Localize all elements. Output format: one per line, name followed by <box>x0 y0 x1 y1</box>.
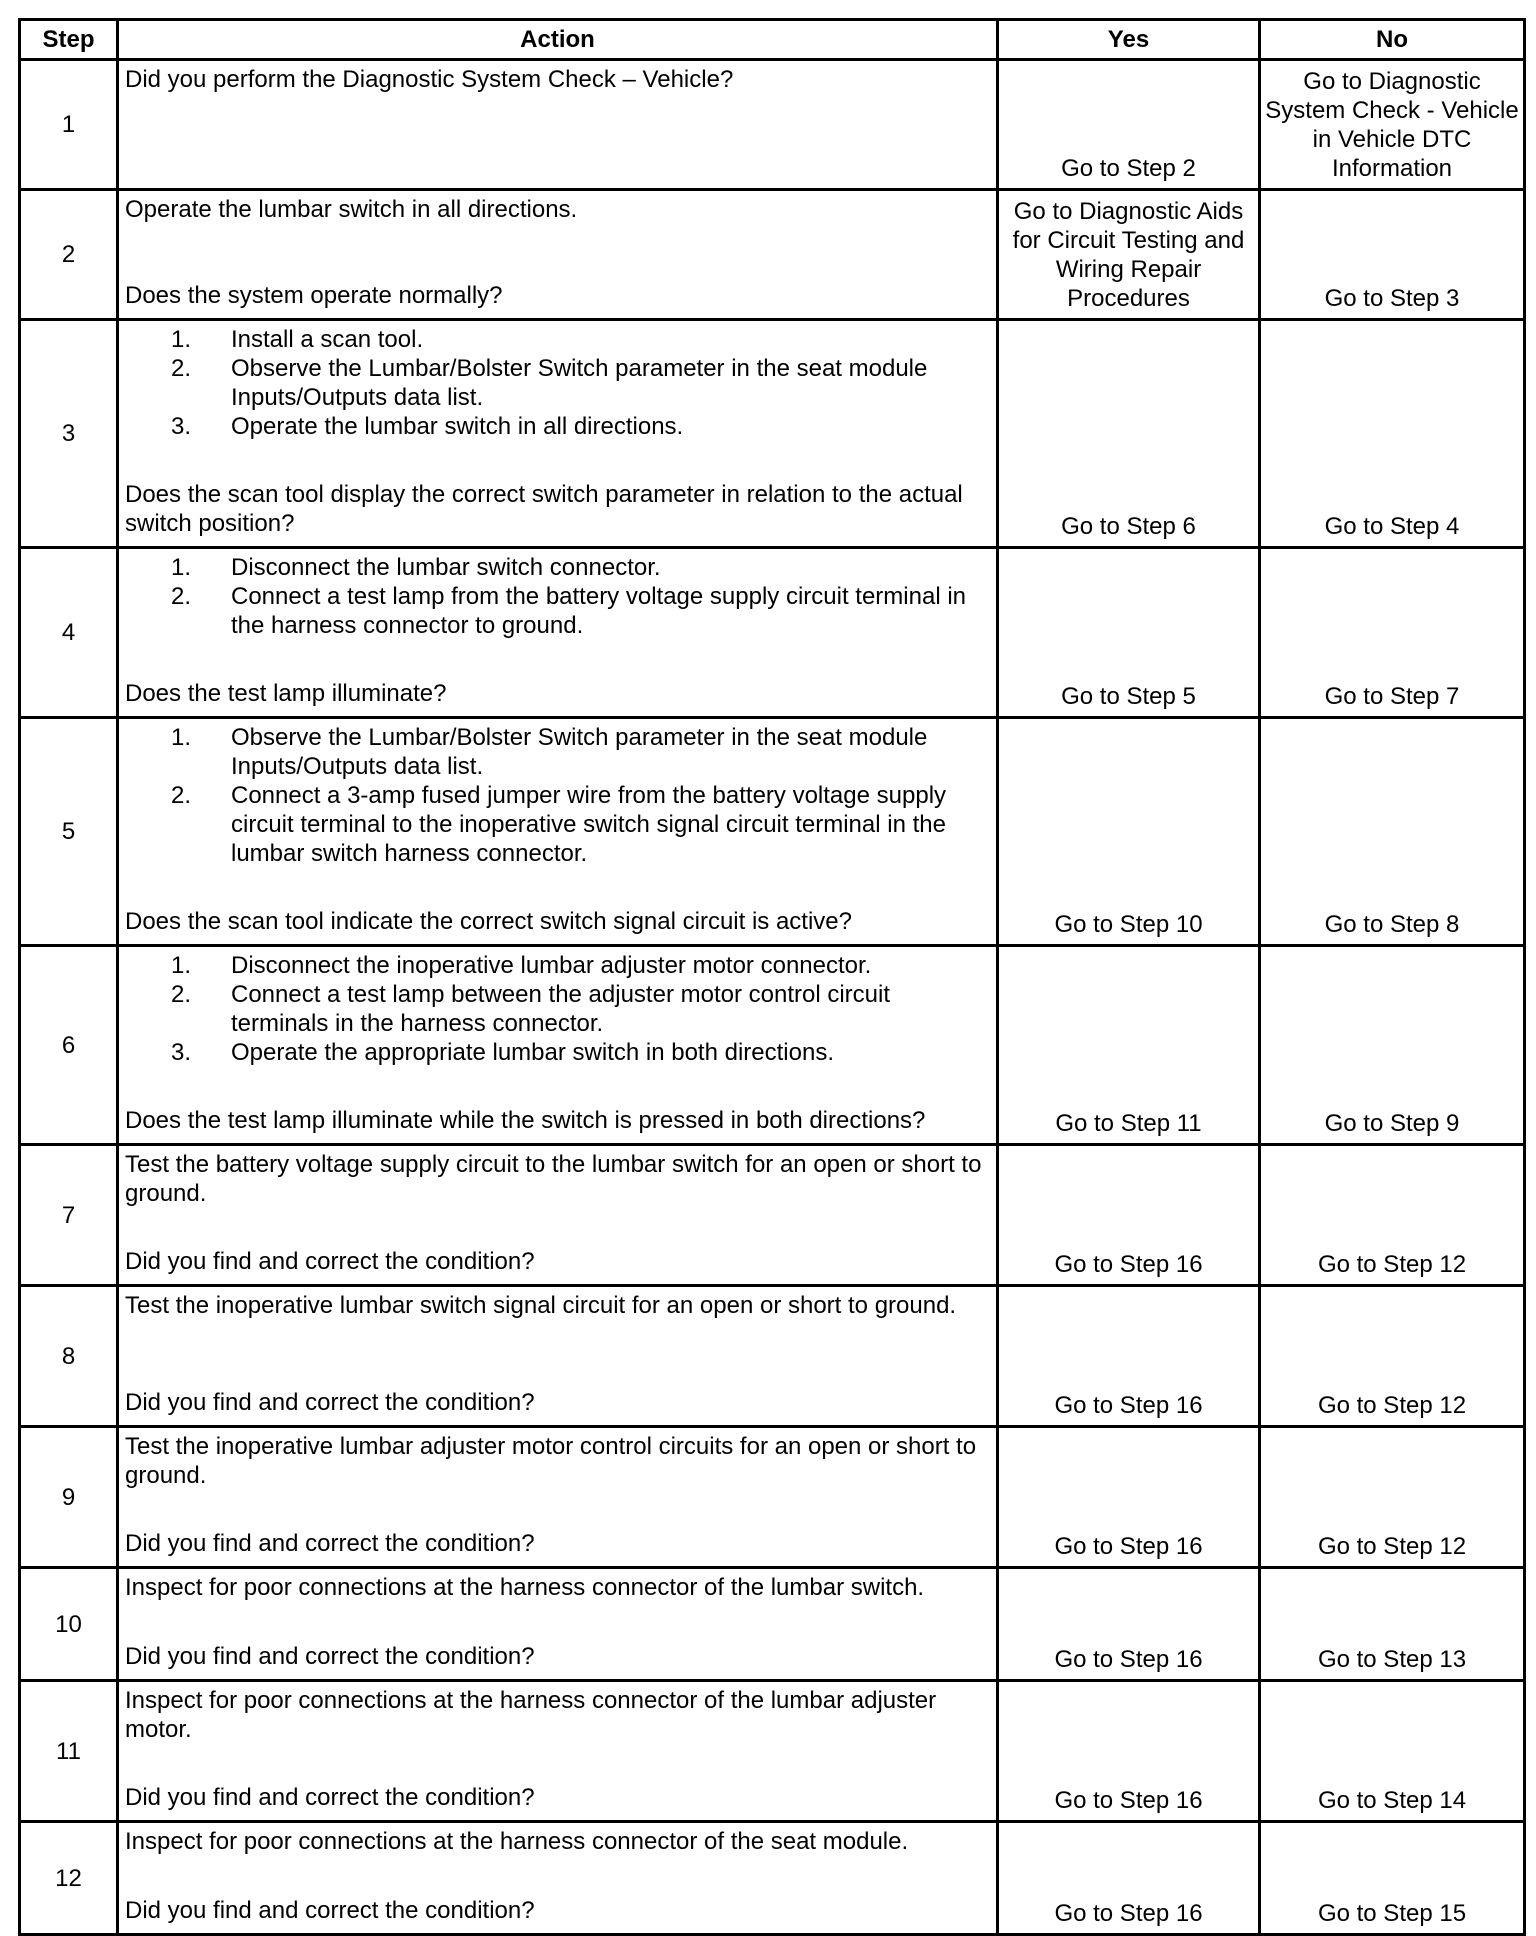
action-cell <box>118 190 998 320</box>
action-step-number: 1. <box>171 554 192 581</box>
action-text: Operate the lumbar switch in all directions. <box>125 196 578 223</box>
action-question: Does the scan tool display the correct switch parameter in relation to the actual switch position? <box>125 481 963 537</box>
no-result: Go to Step 4 <box>1260 320 1525 548</box>
action-cell <box>118 1568 998 1681</box>
action-instructions <box>125 195 992 224</box>
action-instructions <box>125 723 992 868</box>
no-result: Go to Step 7 <box>1260 548 1525 718</box>
yes-result: Go to Step 10 <box>998 718 1260 946</box>
yes-result: Go to Step 5 <box>998 548 1260 718</box>
step-number: 11 <box>20 1681 118 1822</box>
action-cell <box>118 1427 998 1568</box>
table-row <box>20 60 1525 190</box>
action-instructions <box>125 1150 992 1208</box>
no-result: Go to Step 8 <box>1260 718 1525 946</box>
action-question: Did you find and correct the condition? <box>125 1643 535 1670</box>
table-row <box>20 1822 1525 1935</box>
no-result: Go to Diagnostic System Check - Vehicle in Vehicle DTC Information <box>1260 60 1525 190</box>
header-no: No <box>1260 20 1525 60</box>
step-number: 2 <box>20 190 118 320</box>
action-step-text: Disconnect the lumbar switch connector. <box>231 554 661 581</box>
action-question: Did you find and correct the condition? <box>125 1784 535 1811</box>
yes-result: Go to Step 11 <box>998 946 1260 1145</box>
action-step-number: 3. <box>171 413 192 440</box>
action-steps-list <box>125 553 992 640</box>
action-question: Did you find and correct the condition? <box>125 1389 535 1416</box>
header-action: Action <box>118 20 998 60</box>
action-text: Did you perform the Diagnostic System Check – Vehicle? <box>125 66 734 93</box>
action-cell <box>118 946 998 1145</box>
step-number: 4 <box>20 548 118 718</box>
no-result: Go to Step 12 <box>1260 1286 1525 1427</box>
action-step-item <box>125 412 992 441</box>
table-row <box>20 1568 1525 1681</box>
no-result: Go to Step 12 <box>1260 1145 1525 1286</box>
header-row <box>20 20 1525 60</box>
action-question: Does the system operate normally? <box>125 282 503 309</box>
action-instructions <box>125 1291 992 1320</box>
action-step-text: Install a scan tool. <box>231 326 424 353</box>
action-step-item <box>125 723 992 781</box>
diagnostic-table-container <box>18 18 1526 1936</box>
table-row <box>20 1145 1525 1286</box>
step-number: 3 <box>20 320 118 548</box>
action-step-number: 1. <box>171 326 192 353</box>
action-cell <box>118 1145 998 1286</box>
step-number: 1 <box>20 60 118 190</box>
yes-result: Go to Step 2 <box>998 60 1260 190</box>
yes-result: Go to Step 16 <box>998 1427 1260 1568</box>
action-step-item <box>125 980 992 1038</box>
action-content <box>125 1686 992 1812</box>
action-step-number: 2. <box>171 583 192 610</box>
header-yes: Yes <box>998 20 1260 60</box>
no-result: Go to Step 13 <box>1260 1568 1525 1681</box>
action-question: Does the test lamp illuminate while the switch is pressed in both directions? <box>125 1107 926 1134</box>
action-steps-list <box>125 723 992 868</box>
action-step-item <box>125 1038 992 1067</box>
action-content <box>125 1827 992 1925</box>
action-step-number: 2. <box>171 782 192 809</box>
action-content <box>125 553 992 708</box>
action-step-number: 2. <box>171 355 192 382</box>
action-instructions <box>125 1686 992 1744</box>
action-question: Does the scan tool indicate the correct switch signal circuit is active? <box>125 908 852 935</box>
no-result: Go to Step 12 <box>1260 1427 1525 1568</box>
action-content <box>125 1291 992 1417</box>
action-content <box>125 325 992 538</box>
table-row <box>20 1427 1525 1568</box>
table-row <box>20 190 1525 320</box>
table-row <box>20 1681 1525 1822</box>
step-number: 9 <box>20 1427 118 1568</box>
action-step-item <box>125 553 992 582</box>
action-question: Did you find and correct the condition? <box>125 1530 535 1557</box>
yes-result: Go to Step 16 <box>998 1568 1260 1681</box>
step-number: 6 <box>20 946 118 1145</box>
action-text: Inspect for poor connections at the harness connector of the lumbar switch. <box>125 1574 925 1601</box>
action-cell <box>118 548 998 718</box>
step-number: 10 <box>20 1568 118 1681</box>
action-step-item <box>125 325 992 354</box>
action-step-text: Connect a test lamp between the adjuster motor control circuit terminals in the harness connector. <box>231 981 890 1037</box>
action-text: Inspect for poor connections at the harness connector of the seat module. <box>125 1828 909 1855</box>
action-question: Does the test lamp illuminate? <box>125 680 447 707</box>
step-number: 12 <box>20 1822 118 1935</box>
action-instructions <box>125 951 992 1067</box>
diagnostic-table <box>18 18 1526 1936</box>
no-result: Go to Step 14 <box>1260 1681 1525 1822</box>
action-question: Did you find and correct the condition? <box>125 1897 535 1924</box>
header-step: Step <box>20 20 118 60</box>
no-result: Go to Step 15 <box>1260 1822 1525 1935</box>
action-step-text: Disconnect the inoperative lumbar adjuster motor connector. <box>231 952 872 979</box>
no-result: Go to Step 3 <box>1260 190 1525 320</box>
step-number: 7 <box>20 1145 118 1286</box>
action-content <box>125 195 992 310</box>
action-step-item <box>125 951 992 980</box>
action-cell <box>118 1286 998 1427</box>
action-cell <box>118 60 998 190</box>
action-steps-list <box>125 951 992 1067</box>
step-number: 5 <box>20 718 118 946</box>
action-content <box>125 1150 992 1276</box>
table-row <box>20 548 1525 718</box>
action-content <box>125 65 992 180</box>
action-instructions <box>125 325 992 441</box>
action-step-item <box>125 781 992 868</box>
yes-result: Go to Step 6 <box>998 320 1260 548</box>
no-result: Go to Step 9 <box>1260 946 1525 1145</box>
action-step-text: Connect a test lamp from the battery voltage supply circuit terminal in the harness connector to ground. <box>231 583 966 639</box>
table-row <box>20 946 1525 1145</box>
yes-result: Go to Step 16 <box>998 1822 1260 1935</box>
action-cell <box>118 718 998 946</box>
action-step-item <box>125 354 992 412</box>
action-step-text: Observe the Lumbar/Bolster Switch parameter in the seat module Inputs/Outputs data list. <box>231 355 928 411</box>
action-cell <box>118 320 998 548</box>
action-instructions <box>125 1573 992 1602</box>
yes-result: Go to Step 16 <box>998 1286 1260 1427</box>
action-content <box>125 1432 992 1558</box>
action-text: Test the inoperative lumbar switch signal circuit for an open or short to ground. <box>125 1292 957 1319</box>
action-cell <box>118 1681 998 1822</box>
action-content <box>125 1573 992 1671</box>
action-step-number: 2. <box>171 981 192 1008</box>
action-step-number: 1. <box>171 724 192 751</box>
action-step-text: Operate the lumbar switch in all directions. <box>231 413 684 440</box>
table-row <box>20 718 1525 946</box>
action-instructions <box>125 65 992 94</box>
table-row <box>20 1286 1525 1427</box>
action-text: Test the inoperative lumbar adjuster motor control circuits for an open or short to ground. <box>125 1433 977 1489</box>
action-instructions <box>125 553 992 640</box>
action-text: Test the battery voltage supply circuit to the lumbar switch for an open or short to ground. <box>125 1151 982 1207</box>
action-instructions <box>125 1827 992 1856</box>
yes-result: Go to Diagnostic Aids for Circuit Testing and Wiring Repair Procedures <box>998 190 1260 320</box>
action-step-text: Operate the appropriate lumbar switch in both directions. <box>231 1039 834 1066</box>
action-text: Inspect for poor connections at the harness connector of the lumbar adjuster motor. <box>125 1687 937 1743</box>
action-step-number: 3. <box>171 1039 192 1066</box>
action-cell <box>118 1822 998 1935</box>
action-step-text: Observe the Lumbar/Bolster Switch parameter in the seat module Inputs/Outputs data list. <box>231 724 928 780</box>
action-content <box>125 951 992 1135</box>
step-number: 8 <box>20 1286 118 1427</box>
action-steps-list <box>125 325 992 441</box>
action-step-text: Connect a 3-amp fused jumper wire from the battery voltage supply circuit terminal to the inoperative switch signal circuit terminal in the lumbar switch harness connector. <box>231 782 947 867</box>
action-instructions <box>125 1432 992 1490</box>
action-content <box>125 723 992 936</box>
yes-result: Go to Step 16 <box>998 1145 1260 1286</box>
action-step-number: 1. <box>171 952 192 979</box>
action-step-item <box>125 582 992 640</box>
table-row <box>20 320 1525 548</box>
action-question: Did you find and correct the condition? <box>125 1248 535 1275</box>
yes-result: Go to Step 16 <box>998 1681 1260 1822</box>
